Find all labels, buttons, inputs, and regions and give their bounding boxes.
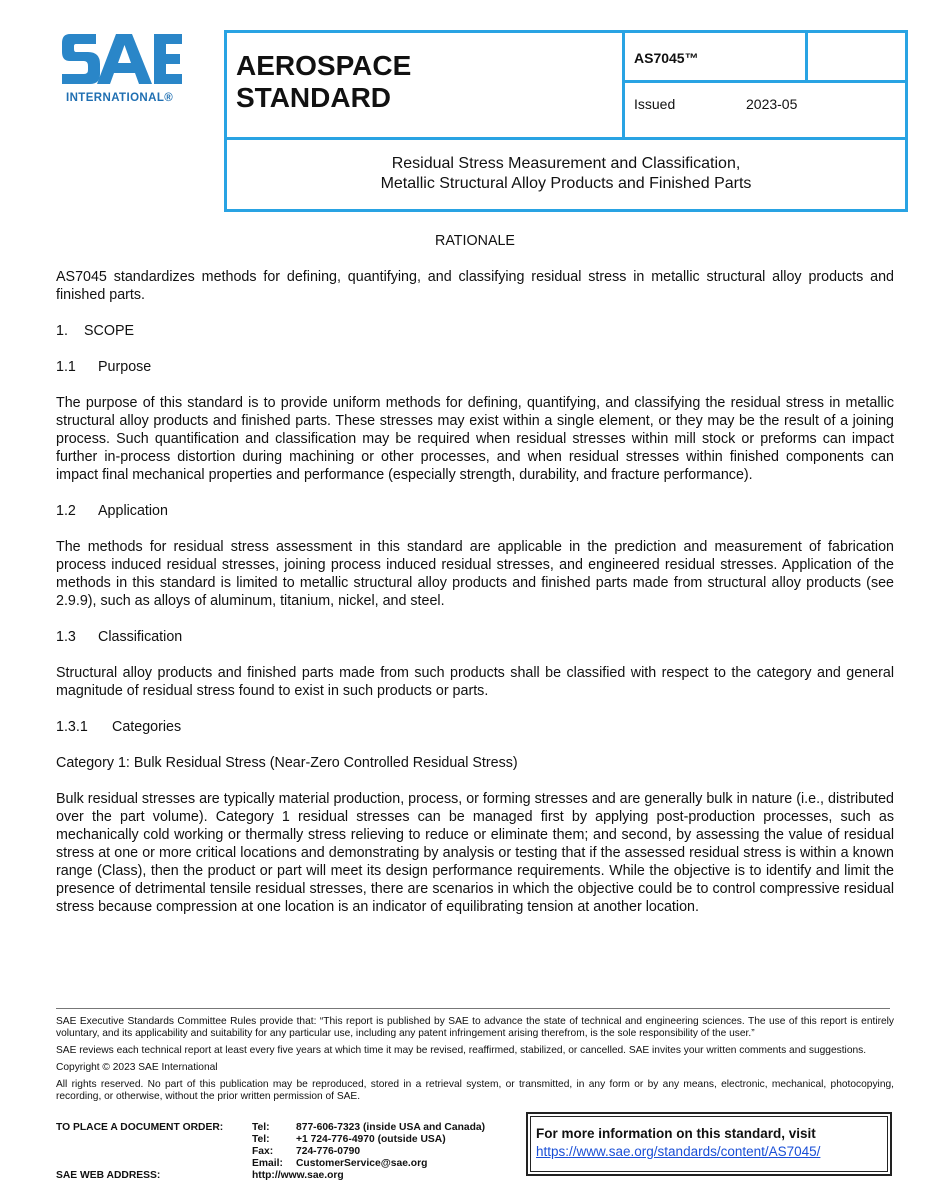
section-number: 1.	[56, 323, 68, 339]
section-1-3-text: Structural alloy products and finished parts made from such products shall be classified with respect to the category and general magnitude of residual stress found to exist in such products or parts.	[56, 665, 894, 699]
tel-key: Tel:	[252, 1134, 270, 1145]
copyright-text: Copyright © 2023 SAE International	[56, 1062, 218, 1073]
tel-outside-usa: +1 724-776-4970 (outside USA)	[296, 1134, 446, 1145]
web-address[interactable]: http://www.sae.org	[252, 1170, 344, 1181]
rationale-heading: RATIONALE	[435, 233, 515, 249]
more-info-box	[526, 1112, 892, 1176]
tel-inside-usa: 877-606-7323 (inside USA and Canada)	[296, 1122, 486, 1133]
logo-caption: INTERNATIONAL®	[66, 92, 174, 104]
sae-logo-mark	[56, 28, 186, 88]
section-1-2-heading	[56, 502, 894, 520]
committee-rules-text: SAE Executive Standards Committee Rules provide that: “This report is published by SAE to advance the state of technical and engineering sciences. The use of this report is entirely voluntary, and its applicability and suitability for any particular use, including any patent infringement arising therefrom, is the sole responsibility of the user.”	[56, 1016, 894, 1039]
section-title: SCOPE	[84, 323, 135, 339]
section-number: 1.3.1	[56, 719, 88, 735]
footer-divider	[56, 1008, 890, 1009]
sae-logo	[56, 28, 196, 108]
review-text: SAE reviews each technical report at least every five years at which time it may be revised, reaffirmed, stabilized, or cancelled. SAE invites your written comments and suggestions.	[56, 1045, 867, 1056]
standard-link[interactable]: https://www.sae.org/standards/content/AS7045/	[536, 1144, 821, 1159]
section-1-2-text: The methods for residual stress assessment in this standard are applicable in the prediction and measurement of fabrication process induced residual stresses, joining process induced residual stresses, and engineered residual stresses. Application of the methods in this standard is limited to metallic structural alloy products and finished parts made from structural alloy products (see 2.9.9), such as alloys of aluminum, titanium, nickel, and steel.	[56, 539, 894, 609]
section-title: Application	[98, 503, 168, 519]
rationale-text: AS7045 standardizes methods for defining, quantifying, and classifying residual stress in metallic structural alloy products and finished parts.	[56, 269, 894, 303]
section-1-heading	[56, 322, 894, 340]
order-label: TO PLACE A DOCUMENT ORDER:	[56, 1122, 224, 1133]
section-number: 1.3	[56, 629, 76, 645]
section-number: 1.1	[56, 359, 76, 375]
section-1-1-heading	[56, 358, 894, 376]
standard-number: AS7045™	[634, 50, 699, 66]
section-title: Classification	[98, 629, 183, 645]
section-title: Purpose	[98, 359, 152, 375]
web-label: SAE WEB ADDRESS:	[56, 1170, 161, 1181]
title-line1: Residual Stress Measurement and Classification,	[391, 155, 741, 172]
fax-number: 724-776-0790	[296, 1146, 361, 1157]
more-info-title: For more information on this standard, visit	[536, 1126, 816, 1141]
email-address[interactable]: CustomerService@sae.org	[296, 1158, 428, 1169]
document-header	[224, 30, 908, 212]
rights-text: All rights reserved. No part of this publication may be reproduced, stored in a retrieval system, or transmitted, in any form or by any means, electronic, mechanical, photocopying, recording, or otherwise, without the prior written permission of SAE.	[56, 1079, 894, 1102]
doc-type-line2: STANDARD	[236, 82, 392, 113]
category-1-text: Bulk residual stresses are typically material production, process, or forming stresses and are generally bulk in nature (i.e., distributed over the part volume). Category 1 residual stresses can be managed first by applying post-production processes, such as mechanically cold working or thermally stress relieving to reduce or eliminate them; and second, by assessing the value of residual stress at one or more critical locations and demonstrating by analysis or testing that if the assessed residual stress is within a known range (Class), then the product or part will meet its design performance requirements. While the objective is to identify and limit the presence of detrimental tensile residual stresses, there are scenarios in which the objective could be to control compressive residual stress because compression at one location is an indicator of equilibrating tension at another location.	[56, 791, 894, 915]
title-line2: Metallic Structural Alloy Products and Finished Parts	[380, 175, 752, 192]
issued-label: Issued	[634, 96, 676, 112]
issued-date: 2023-05	[746, 96, 798, 112]
document-body	[56, 232, 894, 916]
doc-type-line1: AEROSPACE	[236, 50, 412, 81]
document-title	[224, 154, 908, 194]
section-1-3-1-heading	[56, 718, 894, 736]
legal-footer	[56, 1016, 894, 1108]
header-blank-cell	[805, 30, 908, 83]
section-number: 1.2	[56, 503, 76, 519]
category-1-title: Category 1: Bulk Residual Stress (Near-Zero Controlled Residual Stress)	[56, 755, 518, 771]
section-1-3-heading	[56, 628, 894, 646]
email-key: Email:	[252, 1158, 283, 1169]
section-1-1-text: The purpose of this standard is to provide uniform methods for defining, quantifying, and classifying the residual stress in metallic structural alloy products and finished parts. These stresses may exist within a single element, or they may be the result of a joining process. Such quantification and classification may be required when residual stresses within mill stock or preforms can impact further in-process distortion during machining or other processes, and when residual stresses within finished components can impact final mechanical properties and performance (especially strength, durability, and fracture performance).	[56, 395, 894, 483]
fax-key: Fax:	[252, 1146, 274, 1157]
document-type	[236, 50, 411, 114]
section-title: Categories	[112, 719, 182, 735]
tel-key: Tel:	[252, 1122, 270, 1133]
